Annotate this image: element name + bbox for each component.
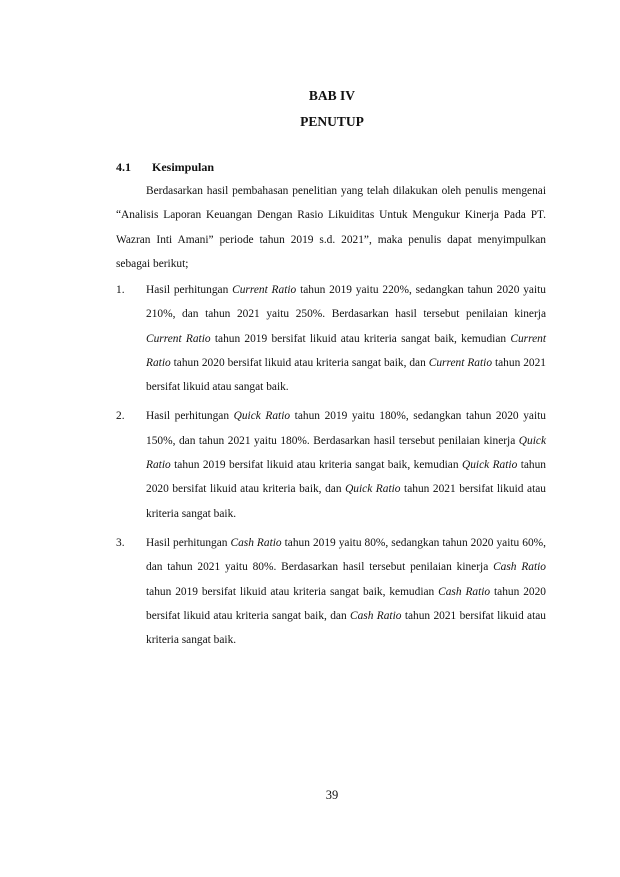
chapter-title: PENUTUP — [300, 114, 364, 129]
section-title: Kesimpulan — [152, 160, 215, 174]
section-heading — [116, 160, 214, 175]
list-item-text: tahun 2020 bersifat likuid atau kriteria sangat baik, dan — [170, 356, 429, 369]
ratio-term: Current Ratio — [232, 284, 297, 296]
list-item-text: tahun 2020 bersifat likuid atau kriteria sangat baik, dan — [146, 585, 546, 622]
list-item-marker: 1. — [116, 284, 125, 296]
list-item-marker: 2. — [116, 410, 125, 423]
list-item-text: tahun 2020 bersifat likuid atau kriteria baik, dan — [146, 459, 547, 496]
ratio-term: Quick Ratio — [345, 483, 401, 496]
ratio-term: Cash Ratio — [493, 561, 546, 574]
list-item-text: tahun 2021 bersifat likuid atau sangat baik. — [146, 356, 546, 394]
ratio-term: Current Ratio — [146, 332, 211, 345]
list-item-text: tahun 2019 bersifat likuid atau kriteria sangat baik, kemudian — [146, 585, 439, 598]
ratio-term: Current Ratio — [428, 356, 493, 369]
intro-paragraph: Berdasarkan hasil pembahasan penelitian yang telah dilakukan oleh penulis mengenai “Analisis Laporan Keuangan Dengan Rasio Likuiditas Untuk Mengukur Kinerja Pada PT. Wazran Inti Amani” periode tahun 2019 s.d. 2021”, maka penulis dapat menyimpulkan sebagai berikut; — [116, 185, 546, 270]
list-item-text: tahun 2019 bersifat likuid atau kriteria sangat baik, kemudian — [210, 332, 511, 345]
list-item-text: tahun 2019 bersifat likuid atau kriteria sangat baik, kemudian — [170, 459, 462, 472]
list-item-text: Hasil perhitungan — [146, 410, 234, 423]
list-item-text: tahun 2021 bersifat likuid atau kriteria sangat baik. — [146, 609, 546, 647]
list-item-text: Hasil perhitungan — [146, 284, 233, 296]
list-item — [116, 404, 546, 525]
ratio-term: Quick Ratio — [146, 434, 546, 472]
list-item-text: tahun 2019 yaitu 180%, sedangkan tahun 2020 yaitu 150%, dan tahun 2021 yaitu 180%. Berdasarkan hasil tersebut penilaian kinerja — [146, 410, 546, 447]
chapter-number: BAB IV — [308, 88, 356, 103]
list-item-text: tahun 2021 bersifat likuid atau kriteria sangat baik. — [146, 483, 546, 520]
page-number: 39 — [325, 788, 339, 802]
ratio-term: Cash Ratio — [230, 536, 282, 549]
conclusion-list — [116, 278, 546, 657]
ratio-term: Current Ratio — [146, 332, 546, 369]
list-item-text: tahun 2019 yaitu 80%, sedangkan tahun 2020 yaitu 60%, dan tahun 2021 yaitu 80%. Berdasarkan hasil tersebut penilaian kinerja — [146, 536, 546, 574]
list-item-marker: 3. — [116, 536, 125, 549]
list-item — [116, 278, 546, 399]
list-item-text: Hasil perhitungan — [146, 536, 231, 549]
list-item — [116, 531, 546, 652]
ratio-term: Quick Ratio — [233, 410, 291, 423]
ratio-term: Cash Ratio — [438, 585, 491, 598]
list-item-text: tahun 2019 yaitu 220%, sedangkan tahun 2020 yaitu 210%, dan tahun 2021 yaitu 250%. Berdasarkan hasil tersebut penilaian kinerja — [146, 284, 546, 321]
ratio-term: Cash Ratio — [350, 609, 402, 622]
section-number: 4.1 — [116, 160, 131, 174]
ratio-term: Quick Ratio — [461, 459, 518, 472]
